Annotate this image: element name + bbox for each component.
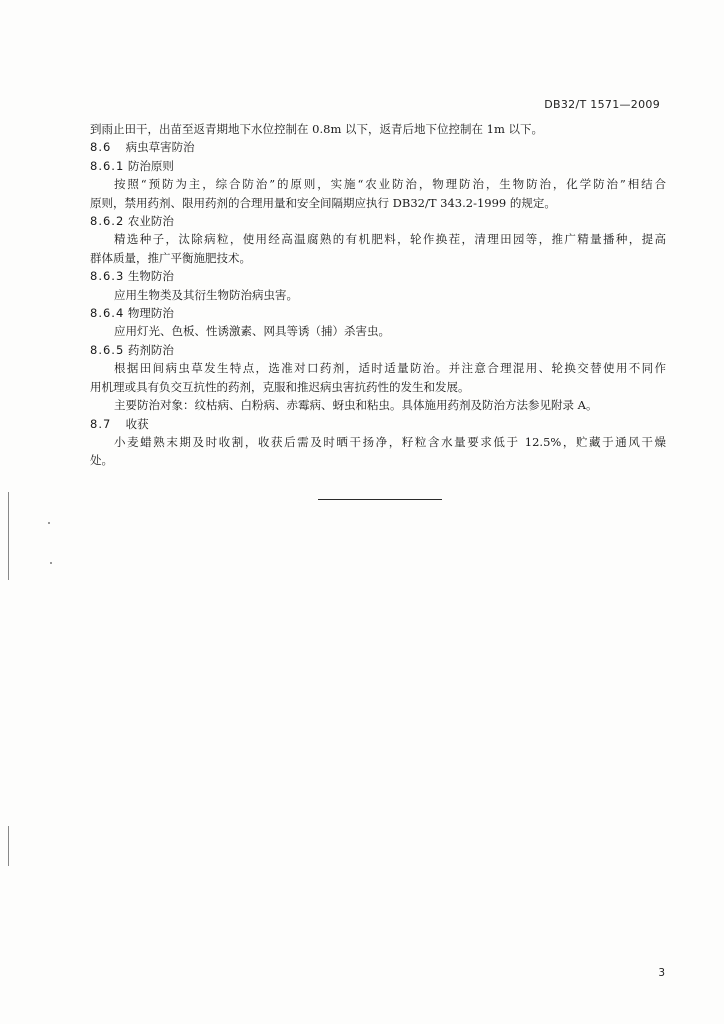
paragraph-line: 按照“预防为主，综合防治”的原则，实施“农业防治，物理防治，生物防治，化学防治”相结合 [114, 177, 666, 192]
section-heading-8-6 [90, 138, 666, 156]
paragraph-line: 应用生物类及其衍生物防治病虫害。 [114, 287, 298, 302]
section-heading-8-7 [90, 415, 666, 433]
paragraph-line: 精选种子，汰除病粒，使用经高温腐熟的有机肥料，轮作换茬，清理田园等，推广精量播种，提高 [114, 232, 666, 247]
scan-margin-mark [8, 826, 9, 866]
section-number: 8.6.5 [90, 342, 125, 357]
section-number: 8.6.1 [90, 158, 125, 173]
end-of-text-rule [318, 499, 442, 500]
paragraph-line: 应用灯光、色板、性诱激素、网具等诱（捕）杀害虫。 [114, 324, 390, 339]
paragraph-line: 用机理或具有负交互抗性的药剂，克服和推迟病虫害抗药性的发生和发展。 [90, 379, 470, 394]
paragraph-line: 群体质量，推广平衡施肥技术。 [90, 250, 251, 265]
section-number: 8.6.4 [90, 306, 125, 321]
section-title: 收获 [125, 416, 149, 431]
section-title: 药剂防治 [127, 342, 174, 357]
section-title: 生物防治 [127, 269, 174, 284]
scan-margin-mark [8, 492, 9, 580]
paragraph-line: 原则，禁用药剂、限用药剂的合理用量和安全间隔期应执行 DB32/T 343.2-1999 的规定。 [90, 195, 556, 210]
paragraph-line: 根据田间病虫草发生特点，选准对口药剂，适时适量防治。并注意合理混用、轮换交替使用不同作 [114, 361, 666, 376]
section-number: 8.6 [90, 140, 112, 155]
section-title: 病虫草害防治 [125, 140, 195, 155]
paragraph-line: 小麦蜡熟末期及时收割，收获后需及时晒干扬净，籽粒含水量要求低于 12.5%，贮藏于通风干燥 [114, 434, 666, 449]
document-body [90, 120, 666, 470]
section-heading-8-6-1 [90, 157, 666, 175]
section-heading-8-6-5 [90, 341, 666, 359]
section-heading-8-6-4 [90, 304, 666, 322]
paragraph-line: 主要防治对象：纹枯病、白粉病、赤霉病、蚜虫和粘虫。具体施用药剂及防治方法参见附录 A。 [114, 398, 598, 413]
standard-number-header: DB32/T 1571—2009 [544, 98, 660, 111]
section-number: 8.7 [90, 416, 112, 431]
scan-speck [48, 522, 50, 524]
section-title: 农业防治 [127, 214, 174, 229]
section-heading-8-6-3 [90, 267, 666, 285]
section-heading-8-6-2 [90, 212, 666, 230]
section-number: 8.6.3 [90, 269, 125, 284]
paragraph-line: 到雨止田干，出苗至返青期地下水位控制在 0.8m 以下，返青后地下位控制在 1m 以下。 [90, 122, 544, 136]
paragraph-line: 处。 [90, 453, 113, 468]
scan-speck [50, 562, 52, 564]
section-title: 防治原则 [127, 158, 174, 173]
section-number: 8.6.2 [90, 214, 125, 229]
section-title: 物理防治 [127, 306, 174, 321]
page-number: 3 [658, 967, 665, 979]
